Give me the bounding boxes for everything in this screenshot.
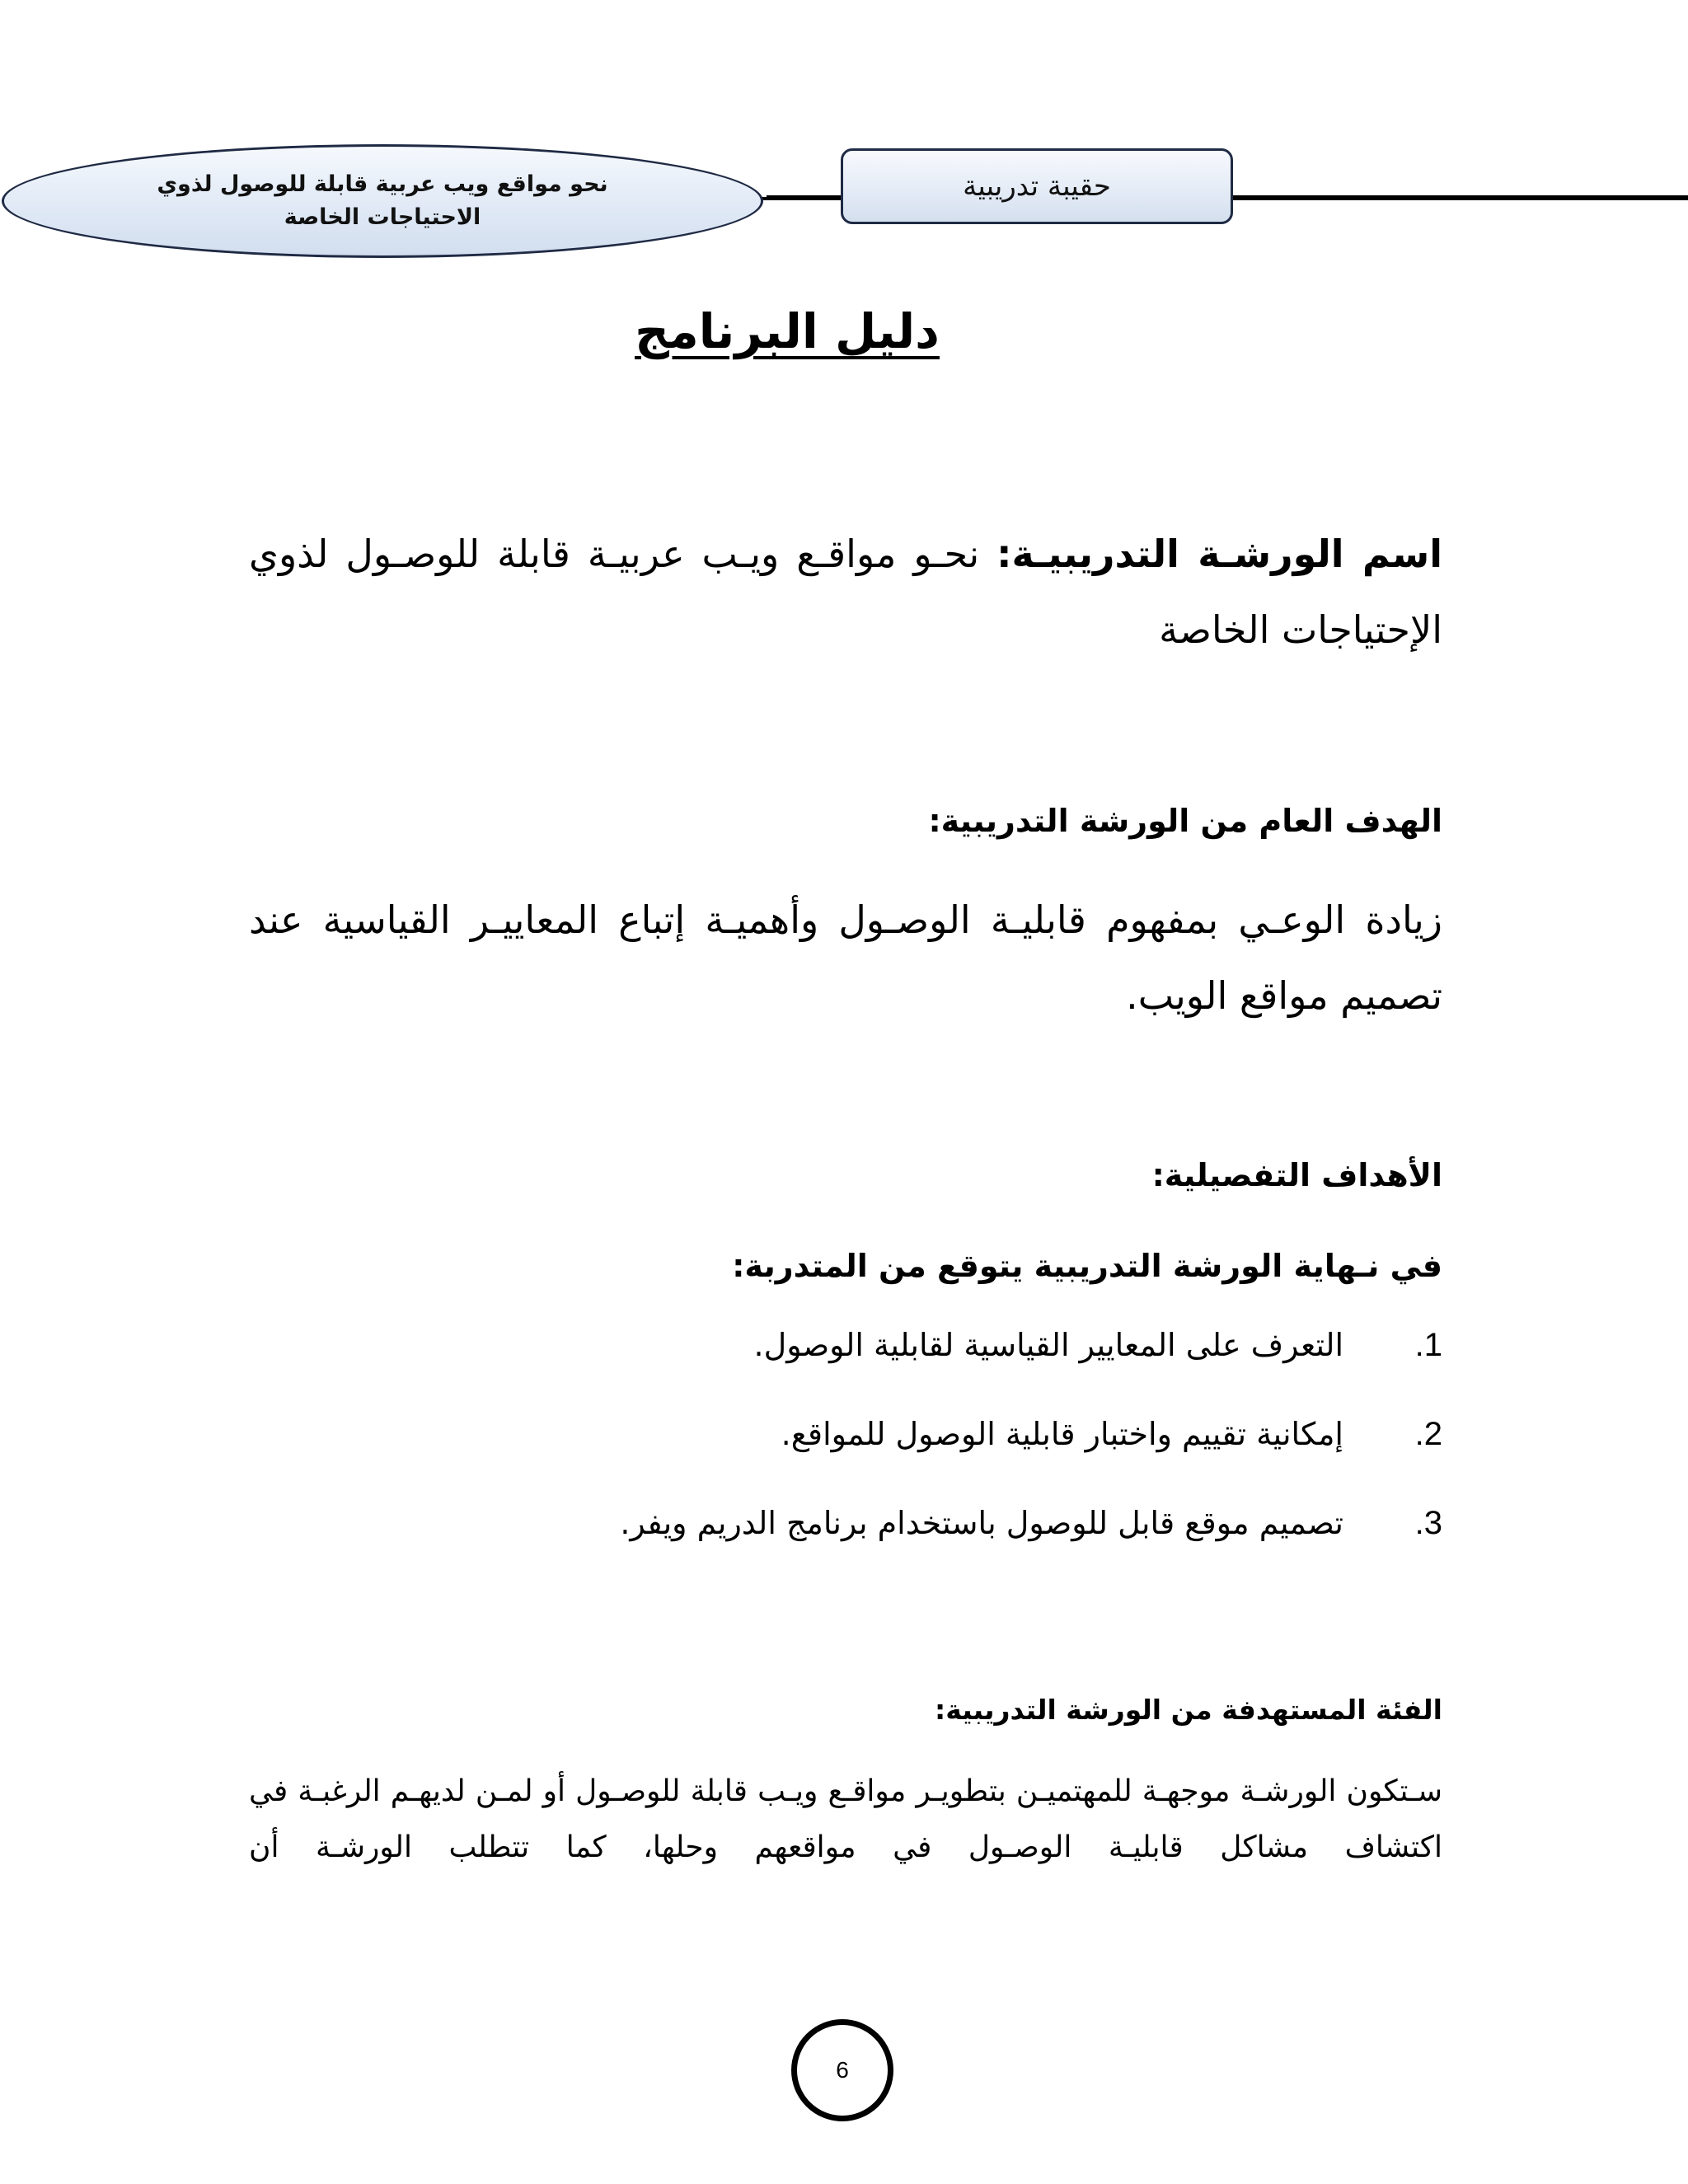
general-goal-heading: الهدف العام من الورشة التدريبية:	[928, 803, 1442, 839]
list-item	[249, 1416, 1442, 1505]
workshop-name-paragraph	[249, 516, 1442, 668]
list-item-number: 1.	[1414, 1327, 1442, 1363]
header-box-label: حقيبة تدريبية	[963, 170, 1111, 203]
general-goal-text: زيادة الوعـي بمفهوم قابليـة الوصـول وأهميـة إتباع المعاييـر القياسية عند تصميم مواقع الويب.	[249, 898, 1442, 1018]
detailed-goals-subheading: في نـهاية الورشة التدريبية يتوقع من المتدربة:	[732, 1248, 1442, 1284]
detailed-goals-heading: الأهداف التفصيلية:	[1151, 1157, 1442, 1193]
list-item	[249, 1327, 1442, 1416]
workshop-name-label: اسم الورشـة التدريبيـة:	[996, 532, 1442, 576]
header-box-banner	[841, 148, 1233, 224]
detailed-goals-list	[249, 1327, 1442, 1594]
header-ellipse-line2: الاحتياجات الخاصة	[284, 204, 481, 230]
list-item-number: 3.	[1414, 1505, 1442, 1541]
page-title: دليل البرنامج	[635, 303, 940, 359]
page-number-value: 6	[836, 2057, 849, 2083]
list-item-text: تصميم موقع قابل للوصول باستخدام برنامج الدريم ويفر.	[620, 1505, 1343, 1541]
workshop-name-value: نحـو مواقـع ويـب عربيـة قابلة للوصـول لذوي الإحتياجات الخاصة	[249, 532, 1442, 652]
header-ellipse-banner	[2, 144, 763, 258]
list-item-text: التعرف على المعايير القياسية لقابلية الوصول.	[753, 1327, 1343, 1363]
page-number	[791, 2019, 893, 2121]
target-group-text: سـتكون الورشـة موجهـة للمهتميـن بتطويـر مواقـع ويـب قابلة للوصـول أو لمـن لديهـم الرغبـة في اكتشاف مشاكل قابليـة الوصـول في مواقعهم وحلها، كما تتطلب الورشـة أن	[249, 1774, 1442, 1864]
list-item	[249, 1505, 1442, 1594]
list-item-text: إمكانية تقييم واختبار قابلية الوصول للمواقع.	[781, 1416, 1343, 1452]
header-ellipse-line1: نحو مواقع ويب عربية قابلة للوصول لذوي	[157, 171, 608, 197]
list-item-number: 2.	[1414, 1416, 1442, 1452]
target-group-heading: الفئة المستهدفة من الورشة التدريبية:	[935, 1694, 1442, 1726]
